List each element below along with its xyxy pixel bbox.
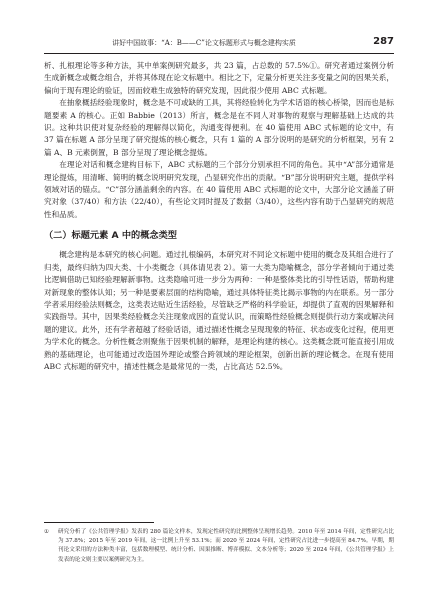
footnote-marker: ①: [44, 529, 50, 535]
running-header: [44, 36, 394, 50]
paragraph: 概念建构是本研究的核心问题。通过扎根编码，本研究对不同论文标题中使用的概念及其组合进行了归类，最终归纳为四大类、十小类概念（具体请见表 2）。第一大类为隐喻概念，部分学者倾向于通过类比逻辑借助已知经验理解新事物。这类隐喻可进一步分为两种：一种是整体类比的引导性话语，帮助构建对新现象的整体认知；另一种是要素层面的结构隐喻，通过具体特征类比揭示事物的内在联系。另一部分学者采用经验法则概念，这类表达贴近生活经验，尽管缺乏严格的科学验证，却提供了直观的因果解释和实践指导。其中，因果类经验概念关注现象成因的直觉认识，而策略性经验概念则提供行动方案或解决问题的建议。此外，还有学者超越了经验话语，通过描述性概念呈现现象的特征、状态或变化过程，使用更为学术化的概念。分析性概念则聚焦于因果机制的解释，是理论构建的核心。这类概念既可能直接引用成熟的基础理论，也可能通过改造国外理论或整合跨领域的理论框架，创新出新的理论概念。在现有使用 ABC 式标题的研究中，描述性概念是最常见的一类，占比高达 52.5%。: [44, 250, 394, 371]
body-text: [44, 60, 394, 373]
page-number: 287: [373, 36, 394, 47]
paragraph: 在抽象概括经验现象时，概念是不可或缺的工具，其将经验转化为学术话语的核心桥梁，因而也是标题要素 A 的核心。正如 Babbie（2013）所言，概念是在不同人对事物的观察与理解基础上达成的共识。这种共识使对复杂经验的理解得以简化，沟通变得便利。在 40 篇使用 ABC 式标题的论文中，有 37 篇在标题 A 部分呈现了研究提炼的核心概念，只有 1 篇的 A 部分说明的是研究的分析框架，另有 2 篇 A、B 元素倒置，B 部分呈现了理论概念提炼。: [44, 98, 394, 157]
footnote-rule: [44, 522, 154, 523]
footnote-text: 研究分析了《公共管理学报》发表的 280 篇论文样本，发现定性研究的比例整体呈现增长趋势。2010 年至 2014 年间，定性研究占比为 37.8%；2015 年至 2019 年间，这一比例上升至 53.1%；而 2020 至 2024 年间，定性研究占比进一步提高至 84.7%。早期，期刊论文采用的方法种类丰富，包括数理模型、统计分析、因果推断、博弈模拟、文本分析等；2020 至 2024 年间，《公共管理学报》上发表的论文则主要以案例研究为主。: [58, 529, 394, 563]
running-title: 讲好中国故事：“A：B——C”论文标题形式与概念建构实质: [112, 39, 296, 47]
header-rule: [44, 53, 394, 54]
paragraph: 在理论对话和概念建构目标下，ABC 式标题的三个部分分别承担不同的角色。其中“A”部分通常是理论提炼，用清晰、简明的概念说明研究发现，凸显研究作出的贡献。“B”部分说明研究主题，提供学科领域对话的锚点。“C”部分涵盖剩余的内容。在 40 篇使用 ABC 式标题的论文中，大部分论文涵盖了研究对象（37/40）和方法（22/40），有些论文同时提及了数据（3/40），这些内容有助于凸显研究的规范性和品质。: [44, 160, 394, 219]
footnote: [44, 528, 394, 565]
section-heading: （二）标题元素 A 中的概念类型: [44, 230, 177, 242]
paragraph: 析、扎根理论等多种方法，其中单案例研究最多，共 23 篇，占总数的 57.5%①。研究者通过案例分析生成新概念或概念组合，并将其体现在论文标题中。相比之下，定量分析更关注多变量之间的因果关系，偏向于现有理论的验证，因而较难生成独特的研究发现，因此很少使用 ABC 式标题。: [44, 61, 394, 95]
